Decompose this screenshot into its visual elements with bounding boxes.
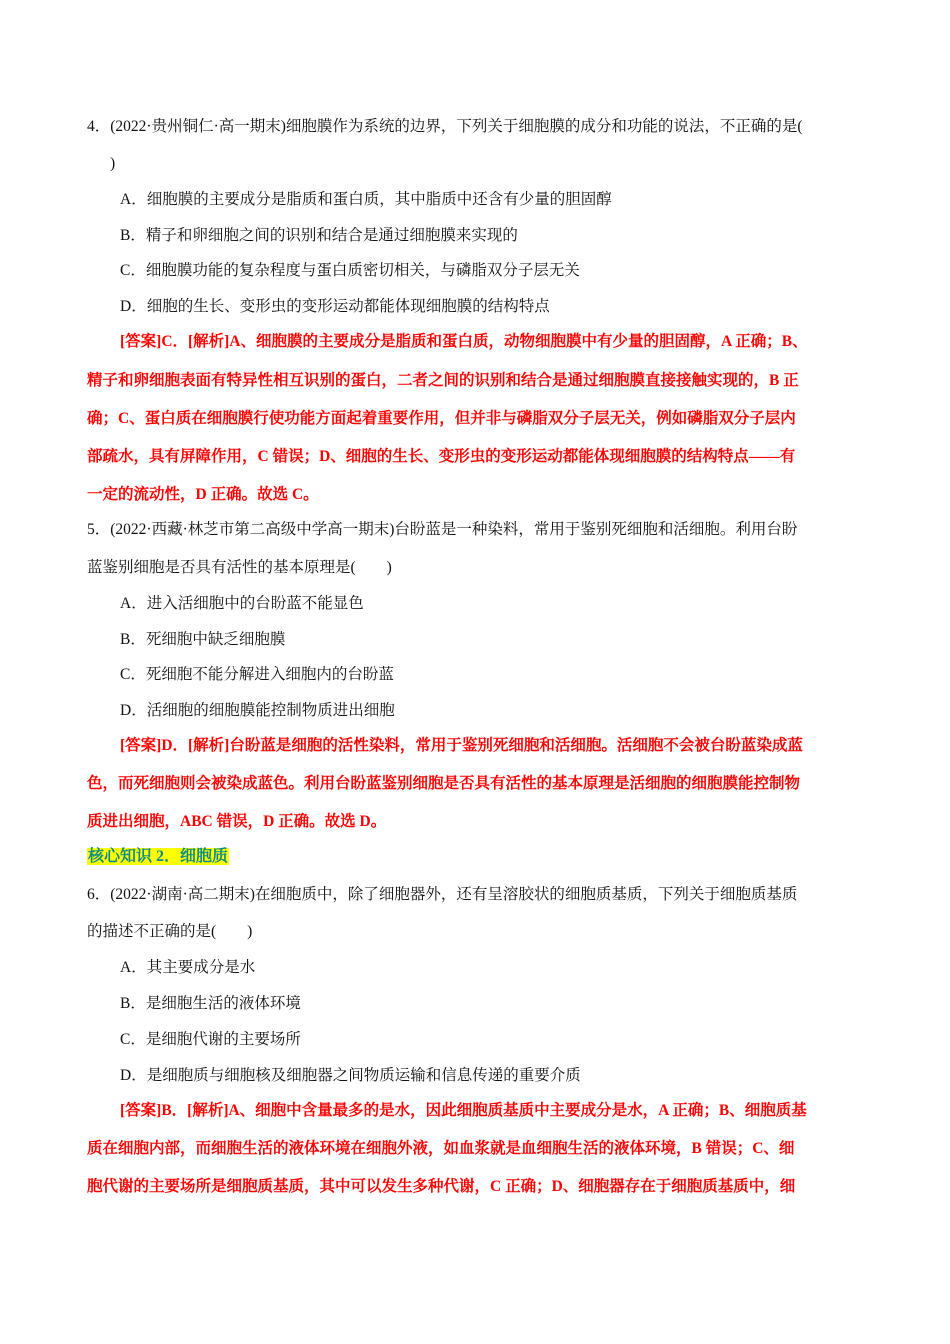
option-c: C．细胞膜功能的复杂程度与蛋白质密切相关，与磷脂双分子层无关	[120, 262, 580, 279]
answer-text: 部疏水，具有屏障作用，C 错误；D、细胞的生长、变形虫的变形运动都能体现细胞膜的结构特点——有	[87, 448, 796, 465]
question-stem: 蓝鉴别细胞是否具有活性的基本原理是( )	[87, 559, 392, 576]
answer-text: 一定的流动性，D 正确。故选 C。	[87, 486, 319, 503]
option-a: A．其主要成分是水	[120, 959, 256, 976]
answer-text: [答案]C．[解析]A、细胞膜的主要成分是脂质和蛋白质，动物细胞膜中有少量的胆固醇，A 正确；B、	[120, 333, 808, 350]
option-b: B．死细胞中缺乏细胞膜	[120, 631, 286, 648]
question-stem: 5．(2022·西藏·林芝市第二高级中学高一期末)台盼蓝是一种染料，常用于鉴别死细胞和活细胞。利用台盼	[87, 521, 798, 538]
option-b: B．是细胞生活的液体环境	[120, 995, 301, 1012]
option-a: A．进入活细胞中的台盼蓝不能显色	[120, 595, 364, 612]
question-stem: )	[110, 155, 116, 172]
section-heading-wrap	[87, 847, 229, 867]
answer-text: 质进出细胞，ABC 错误，D 正确。故选 D。	[87, 813, 387, 830]
option-a: A．细胞膜的主要成分是脂质和蛋白质，其中脂质中还含有少量的胆固醇	[120, 191, 612, 208]
option-d: D．细胞的生长、变形虫的变形运动都能体现细胞膜的结构特点	[120, 298, 550, 315]
question-stem: 6．(2022·湖南·高二期末)在细胞质中，除了细胞器外，还有呈溶胶状的细胞质基质，下列关于细胞质基质	[87, 886, 798, 903]
answer-text: 确；C、蛋白质在细胞膜行使功能方面起着重要作用，但并非与磷脂双分子层无关，例如磷脂双分子层内	[87, 410, 796, 427]
answer-text: [答案]B．[解析]A、细胞中含量最多的是水，因此细胞质基质中主要成分是水，A 正确；B、细胞质基	[120, 1102, 807, 1119]
answer-text: 精子和卵细胞表面有特异性相互识别的蛋白，二者之间的识别和结合是通过细胞膜直接接触实现的，B 正	[87, 372, 799, 389]
answer-text: 色，而死细胞则会被染成蓝色。利用台盼蓝鉴别细胞是否具有活性的基本原理是活细胞的细胞膜能控制物	[87, 775, 801, 792]
answer-text: [答案]D．[解析]台盼蓝是细胞的活性染料，常用于鉴别死细胞和活细胞。活细胞不会被台盼蓝染成蓝	[120, 737, 803, 754]
section-heading: 核心知识 2．细胞质	[88, 848, 229, 865]
option-b: B．精子和卵细胞之间的识别和结合是通过细胞膜来实现的	[120, 227, 518, 244]
option-d: D．是细胞质与细胞核及细胞器之间物质运输和信息传递的重要介质	[120, 1067, 581, 1084]
option-c: C．是细胞代谢的主要场所	[120, 1031, 301, 1048]
question-stem: 的描述不正确的是( )	[87, 923, 253, 940]
answer-text: 胞代谢的主要场所是细胞质基质，其中可以发生多种代谢，C 正确；D、细胞器存在于细胞质基质中，细	[87, 1178, 796, 1195]
question-stem: 4．(2022·贵州铜仁·高一期末)细胞膜作为系统的边界，下列关于细胞膜的成分和功能的说法，不正确的是(	[87, 118, 803, 135]
option-c: C．死细胞不能分解进入细胞内的台盼蓝	[120, 666, 394, 683]
answer-text: 质在细胞内部，而细胞生活的液体环境在细胞外液，如血浆就是血细胞生活的液体环境，B 错误；C、细	[87, 1140, 795, 1157]
option-d: D．活细胞的细胞膜能控制物质进出细胞	[120, 702, 395, 719]
